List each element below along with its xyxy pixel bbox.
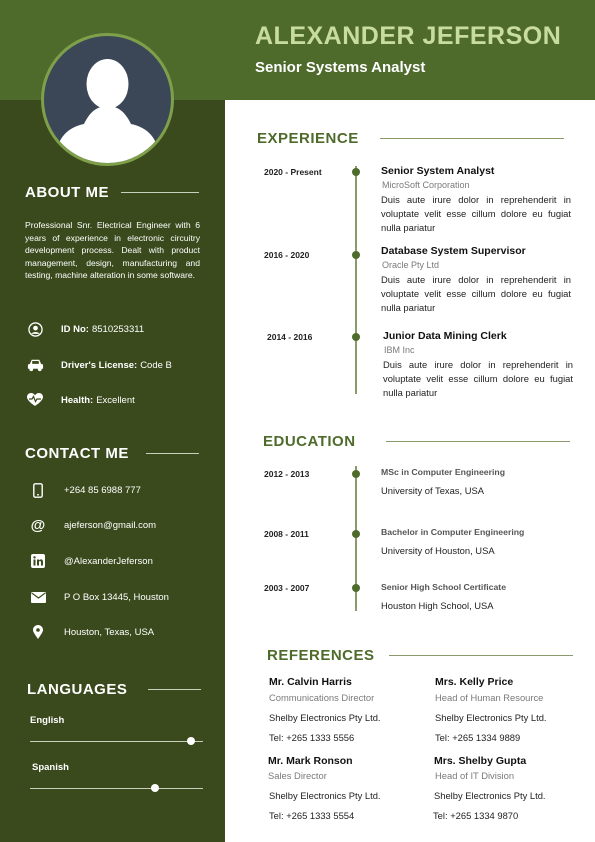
experience-date: 2014 - 2016 — [267, 332, 313, 342]
experience-company: MicroSoft Corporation — [382, 180, 470, 190]
reference-title: Sales Director — [268, 770, 327, 781]
candidate-role: Senior Systems Analyst — [255, 59, 426, 76]
id-value: 8510253311 — [91, 323, 145, 335]
reference-company: Shelby Electronics Pty Ltd. — [269, 790, 381, 801]
experience-heading: EXPERIENCE — [257, 130, 359, 147]
timeline-dot — [352, 530, 360, 538]
contact-postal-value: P O Box 13445, Houston — [64, 591, 169, 603]
education-heading: EDUCATION — [263, 433, 356, 450]
id-row — [25, 320, 144, 338]
languages-heading: LANGUAGES — [27, 681, 128, 698]
person-silhouette-icon — [44, 36, 171, 163]
timeline-dot — [352, 168, 360, 176]
reference-name: Mr. Mark Ronson — [268, 755, 353, 767]
experience-description: Duis aute irure dolor in reprehenderit in voluptate velit esse cillum dolore eu fugiat nulla pariatur — [381, 194, 571, 233]
reference-phone: Tel: +265 1333 5554 — [269, 810, 355, 821]
health-label: Health: — [61, 394, 94, 406]
car-icon — [25, 357, 45, 373]
reference-phone: Tel: +265 1333 5556 — [269, 732, 355, 743]
contact-phone-value: +264 85 6988 777 — [64, 484, 141, 496]
experience-title: Database System Supervisor — [381, 245, 526, 257]
about-heading: ABOUT ME — [25, 184, 109, 201]
user-circle-icon — [25, 321, 45, 337]
sidebar — [0, 100, 225, 842]
contact-email-value: ajeferson@gmail.com — [64, 519, 157, 531]
timeline-dot — [352, 333, 360, 341]
experience-timeline — [355, 166, 357, 394]
experience-company: Oracle Pty Ltd — [382, 260, 440, 270]
location-pin-icon — [29, 624, 47, 640]
about-text: Professional Snr. Electrical Engineer with 6 years of experience in electronic circuitry development process. Dealt with product management, design, manufacturing and testing, machine alteration in some software. — [25, 220, 200, 281]
language-spanish-level — [151, 784, 159, 792]
experience-title: Senior System Analyst — [381, 165, 495, 177]
education-school: Houston High School, USA — [381, 600, 494, 611]
reference-company: Shelby Electronics Pty Ltd. — [269, 712, 381, 723]
references-heading: REFERENCES — [267, 647, 375, 664]
reference-name: Mrs. Kelly Price — [435, 676, 514, 688]
experience-company: IBM Inc — [384, 345, 415, 355]
health-row — [25, 391, 135, 409]
timeline-dot — [352, 251, 360, 259]
reference-phone: Tel: +265 1334 9870 — [433, 810, 519, 821]
education-degree: Bachelor in Computer Engineering — [381, 527, 525, 537]
experience-title: Junior Data Mining Clerk — [383, 330, 507, 342]
education-date: 2003 - 2007 — [264, 583, 310, 593]
timeline-dot — [352, 470, 360, 478]
language-spanish-track — [30, 788, 203, 789]
education-date: 2008 - 2011 — [264, 529, 309, 539]
contact-location-value: Houston, Texas, USA — [64, 626, 155, 638]
language-english-track — [30, 741, 203, 742]
reference-phone: Tel: +265 1334 9889 — [435, 732, 521, 743]
license-value: Code B — [140, 359, 172, 371]
timeline-dot — [352, 584, 360, 592]
phone-icon — [29, 482, 47, 498]
contact-location — [29, 623, 154, 641]
contact-divider — [146, 453, 199, 454]
contact-email — [29, 516, 156, 534]
id-label: ID No: — [61, 323, 89, 335]
heart-pulse-icon — [25, 392, 45, 408]
health-value: Excellent — [96, 394, 135, 406]
experience-date: 2020 - Present — [264, 167, 322, 177]
languages-divider — [148, 689, 201, 690]
language-english-level — [187, 737, 195, 745]
education-divider — [386, 441, 570, 442]
linkedin-icon — [29, 553, 47, 569]
experience-date: 2016 - 2020 — [264, 250, 310, 260]
reference-company: Shelby Electronics Pty Ltd. — [435, 712, 547, 723]
education-degree: MSc in Computer Engineering — [381, 467, 506, 477]
at-sign-icon: @ — [30, 516, 46, 534]
avatar — [41, 33, 174, 166]
reference-name: Mrs. Shelby Gupta — [434, 755, 527, 767]
contact-linkedin-value: @AlexanderJeferson — [64, 555, 153, 567]
about-divider — [121, 192, 199, 193]
experience-description: Duis aute irure dolor in reprehenderit in voluptate velit esse cillum dolore eu fugiat nulla pariatur — [383, 359, 573, 398]
reference-title: Head of Human Resource — [435, 692, 544, 703]
contact-phone — [29, 481, 141, 499]
envelope-icon — [29, 589, 47, 605]
license-row — [25, 356, 172, 374]
language-english-label: English — [30, 715, 65, 726]
reference-title: Head of IT Division — [435, 770, 515, 781]
contact-postal — [29, 588, 169, 606]
contact-heading: CONTACT ME — [25, 445, 129, 462]
references-divider — [389, 655, 573, 656]
candidate-name: ALEXANDER JEFERSON — [255, 22, 562, 50]
reference-title: Communications Director — [269, 692, 375, 703]
experience-divider — [380, 138, 564, 139]
education-degree: Senior High School Certificate — [381, 582, 507, 592]
education-school: University of Houston, USA — [381, 545, 495, 556]
reference-company: Shelby Electronics Pty Ltd. — [434, 790, 546, 801]
language-spanish-label: Spanish — [32, 762, 69, 773]
reference-name: Mr. Calvin Harris — [269, 676, 352, 688]
education-date: 2012 - 2013 — [264, 469, 310, 479]
license-label: Driver's License: — [61, 359, 138, 371]
education-school: University of Texas, USA — [381, 485, 484, 496]
experience-description: Duis aute irure dolor in reprehenderit in voluptate velit esse cillum dolore eu fugiat nulla pariatur — [381, 274, 571, 313]
contact-linkedin — [29, 552, 153, 570]
